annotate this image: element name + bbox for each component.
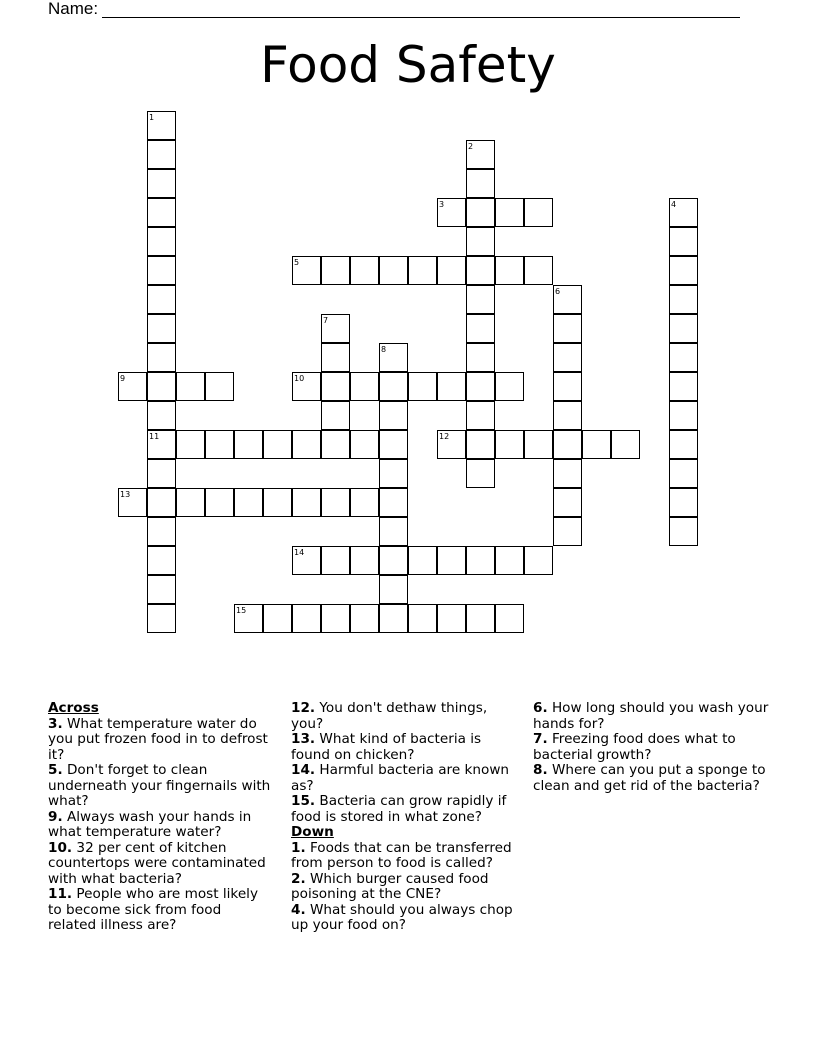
grid-cell[interactable] [379,488,408,517]
clue-number: 12 [439,432,450,441]
grid-cell[interactable] [350,430,379,459]
grid-cell[interactable] [553,488,582,517]
grid-cell[interactable] [263,430,292,459]
down-clue-7: 7. Freezing food does what to bacterial growth? [533,731,736,763]
grid-cell[interactable] [669,256,698,285]
grid-cell[interactable] [466,314,495,343]
grid-cell[interactable] [147,285,176,314]
clue-number: 14 [294,548,305,557]
grid-cell[interactable] [292,604,321,633]
grid-cell[interactable] [495,256,524,285]
grid-cell[interactable] [408,372,437,401]
grid-cell[interactable] [321,256,350,285]
grid-cell[interactable] [379,343,408,372]
grid-cell[interactable] [379,372,408,401]
grid-cell[interactable] [553,430,582,459]
grid-cell[interactable] [437,372,466,401]
grid-cell[interactable] [350,488,379,517]
clues-column-2 [291,701,521,934]
grid-cell[interactable] [321,401,350,430]
grid-cell[interactable] [147,227,176,256]
grid-cell[interactable] [582,430,611,459]
grid-cell[interactable] [408,604,437,633]
grid-cell[interactable] [669,227,698,256]
grid-cell[interactable] [495,604,524,633]
grid-cell[interactable] [147,401,176,430]
grid-cell[interactable] [147,343,176,372]
grid-cell[interactable] [466,227,495,256]
grid-cell[interactable] [466,285,495,314]
across-clue-10: 10. 32 per cent of kitchen countertops were contaminated with what bacteria? [48,839,266,887]
grid-cell[interactable] [118,372,147,401]
clue-number: 11 [149,432,160,441]
clue-number: 1 [149,113,155,122]
grid-cell[interactable] [147,169,176,198]
grid-cell[interactable] [524,546,553,575]
clue-number: 8 [381,345,387,354]
clue-number: 15 [236,606,247,615]
grid-cell[interactable] [321,546,350,575]
across-clue-3: 3. What temperature water do you put frozen food in to defrost it? [48,715,268,763]
across-clue-5: 5. Don't forget to clean underneath your fingernails with what? [48,762,271,809]
grid-cell[interactable] [669,517,698,546]
grid-cell[interactable] [379,604,408,633]
grid-cell[interactable] [234,488,263,517]
grid-cell[interactable] [147,604,176,633]
grid-cell[interactable] [669,488,698,517]
grid-cell[interactable] [553,314,582,343]
grid-cell[interactable] [379,459,408,488]
grid-cell[interactable] [466,140,495,169]
grid-cell[interactable] [234,604,263,633]
grid-cell[interactable] [553,401,582,430]
grid-cell[interactable] [147,372,176,401]
down-clue-1: 1. Foods that can be transferred from person to food is called? [291,839,512,871]
down-clue-2: 2. Which burger caused food poisoning at the CNE? [291,870,489,902]
grid-cell[interactable] [553,517,582,546]
grid-cell[interactable] [205,488,234,517]
clue-number: 5 [294,258,300,267]
grid-cell[interactable] [437,546,466,575]
grid-cell[interactable] [408,256,437,285]
grid-cell[interactable] [611,430,640,459]
across-clue-11: 11. People who are most likely to become sick from food related illness are? [48,886,258,933]
grid-cell[interactable] [176,430,205,459]
clue-number: 9 [120,374,126,383]
grid-cell[interactable] [466,169,495,198]
grid-cell[interactable] [147,140,176,169]
grid-cell[interactable] [669,459,698,488]
grid-cell[interactable] [669,343,698,372]
grid-cell[interactable] [321,372,350,401]
grid-cell[interactable] [437,604,466,633]
grid-cell[interactable] [495,372,524,401]
grid-cell[interactable] [147,256,176,285]
down-clue-4: 4. What should you always chop up your food on? [291,901,513,933]
across-clue-15: 15. Bacteria can grow rapidly if food is stored in what zone? [291,793,507,825]
grid-cell[interactable] [292,256,321,285]
clue-number: 4 [671,200,677,209]
grid-cell[interactable] [553,343,582,372]
grid-cell[interactable] [553,372,582,401]
grid-cell[interactable] [466,401,495,430]
grid-cell[interactable] [379,256,408,285]
grid-cell[interactable] [437,198,466,227]
grid-cell[interactable] [205,430,234,459]
across-clue-13: 13. What kind of bacteria is found on chicken? [291,731,482,763]
grid-cell[interactable] [292,546,321,575]
name-label: Name: [48,0,99,18]
grid-cell[interactable] [669,314,698,343]
grid-cell[interactable] [466,343,495,372]
clues-column-1 [48,701,273,934]
grid-cell[interactable] [495,198,524,227]
grid-cell[interactable] [263,604,292,633]
grid-cell[interactable] [350,372,379,401]
grid-cell[interactable] [553,459,582,488]
grid-cell[interactable] [466,256,495,285]
grid-cell[interactable] [379,575,408,604]
grid-cell[interactable] [147,517,176,546]
grid-cell[interactable] [321,314,350,343]
across-clue-12: 12. You don't dethaw things, you? [291,700,488,732]
grid-cell[interactable] [553,285,582,314]
page-title: Food Safety [260,36,556,94]
grid-cell[interactable] [292,372,321,401]
grid-cell[interactable] [292,488,321,517]
across-clue-14: 14. Harmful bacteria are known as? [291,762,510,794]
grid-cell[interactable] [437,256,466,285]
grid-cell[interactable] [176,488,205,517]
grid-cell[interactable] [350,546,379,575]
clue-number: 2 [468,142,474,151]
grid-cell[interactable] [263,488,292,517]
clue-number: 10 [294,374,305,383]
grid-cell[interactable] [408,546,437,575]
grid-cell[interactable] [350,256,379,285]
grid-cell[interactable] [147,488,176,517]
grid-cell[interactable] [176,372,205,401]
grid-cell[interactable] [350,604,379,633]
grid-cell[interactable] [669,198,698,227]
grid-cell[interactable] [147,546,176,575]
grid-cell[interactable] [147,430,176,459]
grid-cell[interactable] [669,430,698,459]
down-clue-8: 8. Where can you put a sponge to clean and get rid of the bacteria? [533,762,766,794]
clue-number: 13 [120,490,131,499]
grid-cell[interactable] [524,430,553,459]
grid-cell[interactable] [379,517,408,546]
grid-cell[interactable] [379,401,408,430]
down-clue-6: 6. How long should you wash your hands for? [533,700,769,732]
grid-cell[interactable] [466,459,495,488]
grid-cell[interactable] [669,372,698,401]
grid-cell[interactable] [147,314,176,343]
grid-cell[interactable] [669,401,698,430]
grid-cell[interactable] [321,343,350,372]
down-heading: Down [291,824,334,840]
grid-cell[interactable] [147,198,176,227]
clues-column-3 [533,701,773,794]
clue-number: 3 [439,200,445,209]
grid-cell[interactable] [466,546,495,575]
across-heading: Across [48,700,99,716]
grid-cell[interactable] [466,430,495,459]
grid-cell[interactable] [669,285,698,314]
clue-number: 6 [555,287,561,296]
grid-cell[interactable] [321,488,350,517]
across-clue-9: 9. Always wash your hands in what temperature water? [48,808,252,840]
grid-cell[interactable] [147,459,176,488]
grid-cell[interactable] [524,198,553,227]
grid-cell[interactable] [234,430,263,459]
grid-cell[interactable] [147,111,176,140]
grid-cell[interactable] [466,604,495,633]
grid-cell[interactable] [524,256,553,285]
grid-cell[interactable] [437,430,466,459]
grid-cell[interactable] [466,372,495,401]
grid-cell[interactable] [292,430,321,459]
grid-cell[interactable] [205,372,234,401]
grid-cell[interactable] [379,430,408,459]
grid-cell[interactable] [321,604,350,633]
grid-cell[interactable] [147,575,176,604]
grid-cell[interactable] [495,546,524,575]
grid-cell[interactable] [495,430,524,459]
grid-cell[interactable] [118,488,147,517]
clue-number: 7 [323,316,329,325]
grid-cell[interactable] [466,198,495,227]
grid-cell[interactable] [321,430,350,459]
grid-cell[interactable] [379,546,408,575]
